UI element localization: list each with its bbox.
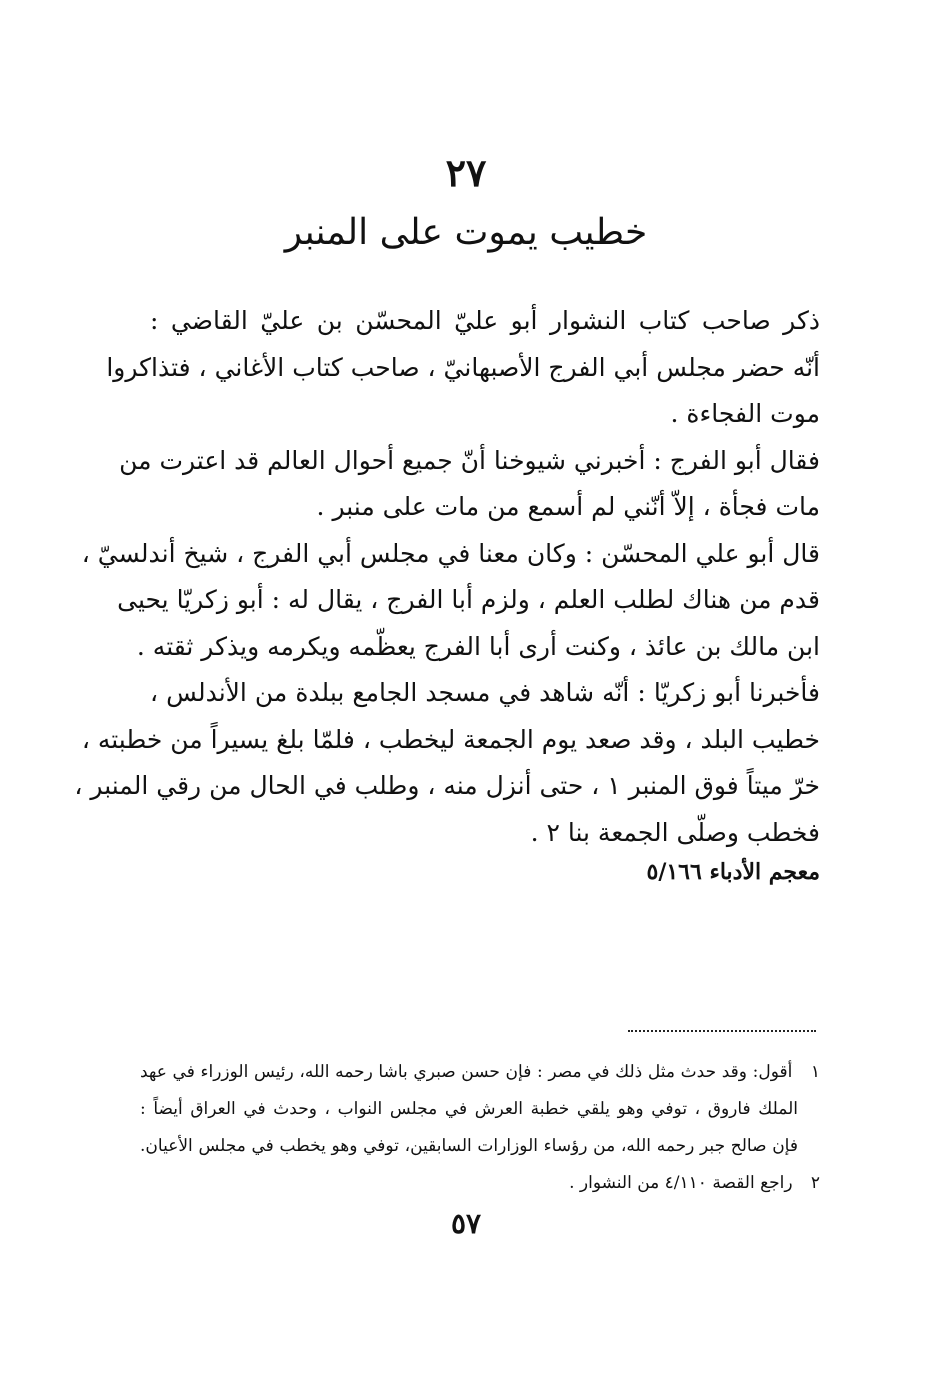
footnote-number: ٢ bbox=[810, 1173, 820, 1193]
body-line: خطيب البلد ، وقد صعد يوم الجمعة ليخطب ، فلمّا بلغ يسيراً من خطبته ، bbox=[81, 724, 820, 754]
page-number: ٥٧ bbox=[450, 1207, 482, 1240]
footnotes bbox=[140, 1054, 820, 1202]
footnote-1-line bbox=[140, 1054, 820, 1091]
story-title: خطيب يموت على المنبر bbox=[284, 212, 648, 253]
body-line: أنّه حضر مجلس أبي الفرج الأصبهانيّ ، صاحب كتاب الأغاني ، فتذاكروا bbox=[106, 352, 820, 382]
body-line: فخطب وصلّى الجمعة بنا ٢ . bbox=[530, 817, 820, 847]
source-citation: معجم الأدباء ٥/١٦٦ bbox=[646, 859, 820, 885]
body-line: مات فجأة ، إلاّ أنّني لم أسمع من مات على منبر . bbox=[316, 492, 820, 521]
body-line: ابن مالك بن عائذ ، وكنت أرى أبا الفرج يعظّمه ويكرمه ويذكر ثقته . bbox=[136, 631, 820, 661]
body-line: قال أبو علي المحسّن : وكان معنا في مجلس أبي الفرج ، شيخ أندلسيّ ، bbox=[81, 538, 820, 568]
body-line: ذكر صاحب كتاب النشوار أبو عليّ المحسّن بن عليّ القاضي : bbox=[150, 306, 820, 335]
footnote-divider bbox=[628, 1030, 816, 1032]
footnote-text: راجع القصة ٤/١١٠ من النشوار . bbox=[569, 1173, 793, 1193]
body-line: قدم من هناك لطلب العلم ، ولزم أبا الفرج ، يقال له : أبو زكريّا يحيى bbox=[117, 585, 820, 614]
footnote-text: أقول: وقد حدث مثل ذلك في مصر : فإن حسن صبري باشا رحمه الله، رئيس الوزراء في عهد bbox=[140, 1062, 793, 1082]
body-line: موت الفجاءة . bbox=[670, 399, 820, 428]
footnote-2-line bbox=[140, 1165, 820, 1202]
story-number: ٢٧ bbox=[445, 150, 487, 195]
footnote-1-line: فإن صالح جبر رحمه الله، من رؤساء الوزارات السابقين، توفي وهو يخطب في مجلس الأعيان. bbox=[140, 1136, 798, 1156]
footnote-number: ١ bbox=[810, 1062, 821, 1082]
story-body bbox=[74, 298, 820, 856]
body-line: خرّ ميتاً فوق المنبر ١ ، حتى أنزل منه ، وطلب في الحال من رقي المنبر ، bbox=[74, 771, 820, 800]
footnote-1-line: الملك فاروق ، توفي وهو يلقي خطبة العرش في مجلس النواب ، وحدث في العراق أيضاً : bbox=[140, 1099, 798, 1119]
body-line: فقال أبو الفرج : أخبرني شيوخنا أنّ جميع أحوال العالم قد اعترت من bbox=[119, 445, 820, 475]
body-line: فأخبرنا أبو زكريّا : أنّه شاهد في مسجد الجامع ببلدة من الأندلس ، bbox=[150, 678, 820, 707]
